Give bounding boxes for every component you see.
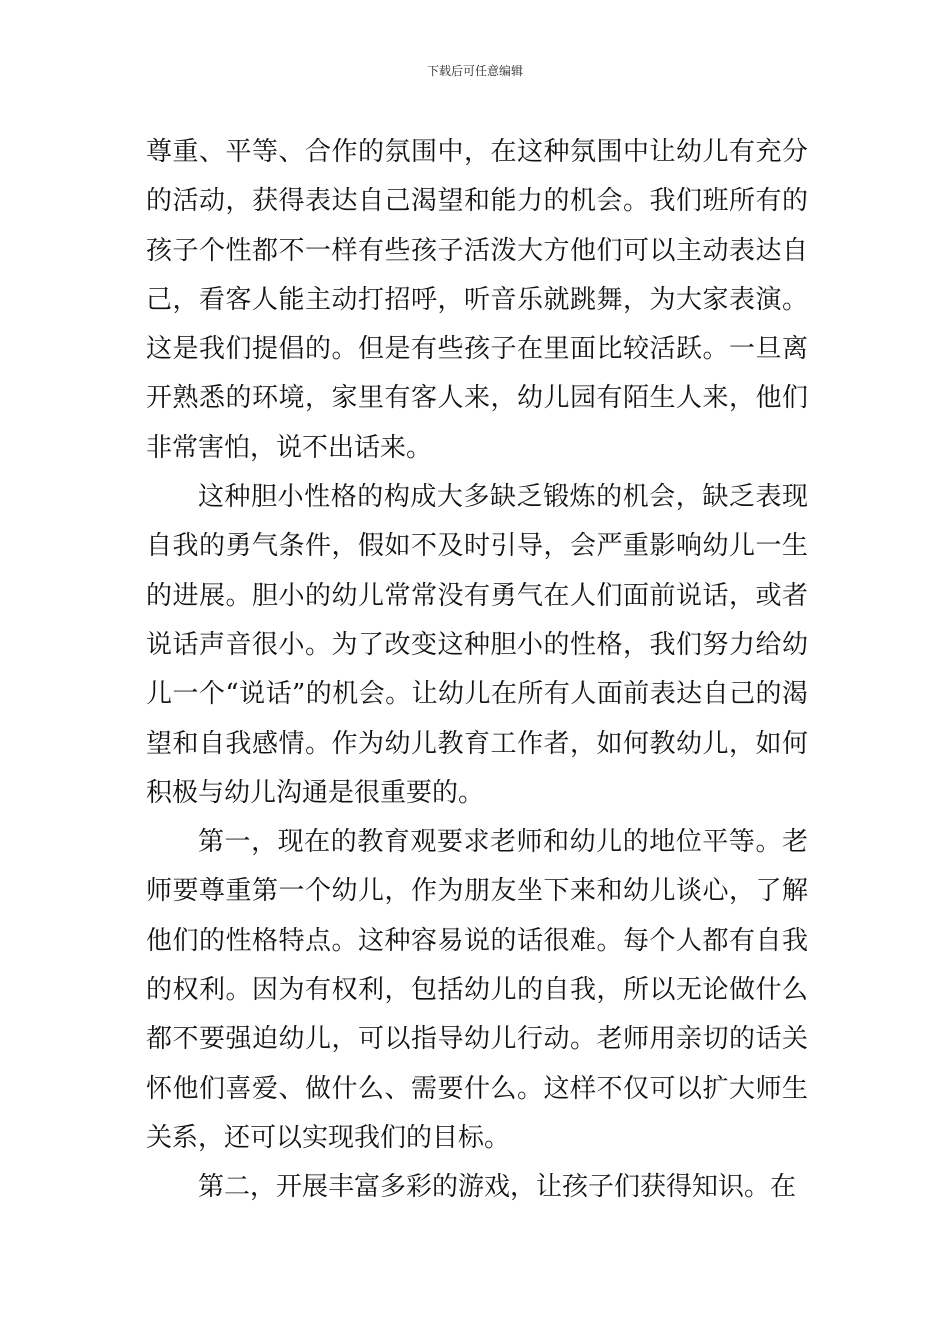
document-body (146, 128, 808, 1213)
paragraph-4: 第二，开展丰富多彩的游戏，让孩子们获得知识。在 (198, 1172, 797, 1203)
paragraph-3: 第一，现在的教育观要求老师和幼儿的地位平等。老师要尊重第一个幼儿，作为朋友坐下来和幼儿谈心，了解他们的性格特点。这种容易说的话很难。每个人都有自我的权利。因为有权利，包括幼儿的自我，所以无论做什么都不要强迫幼儿，可以指导幼儿行动。老师用亲切的话关怀他们喜爱、做什么、需要什么。这样不仅可以扩大师生关系，还可以实现我们的目标。 (146, 827, 808, 1153)
paragraph-2: 这种胆小性格的构成大多缺乏锻炼的机会，缺乏表现自我的勇气条件，假如不及时引导，会严重影响幼儿一生的进展。胆小的幼儿常常没有勇气在人们面前说话，或者说话声音很小。为了改变这种胆小的性格，我们努力给幼儿一个“说话”的机会。让幼儿在所有人面前表达自己的渴望和自我感情。作为幼儿教育工作者，如何教幼儿，如何积极与幼儿沟通是很重要的。 (146, 482, 808, 808)
page-header-note: 下载后可任意编辑 (426, 64, 523, 78)
paragraph-1: 尊重、平等、合作的氛围中，在这种氛围中让幼儿有充分的活动，获得表达自己渴望和能力的机会。我们班所有的孩子个性都不一样有些孩子活泼大方他们可以主动表达自己，看客人能主动打招呼，听音乐就跳舞，为大家表演。这是我们提倡的。但是有些孩子在里面比较活跃。一旦离开熟悉的环境，家里有客人来，幼儿园有陌生人来，他们非常害怕，说不出话来。 (146, 137, 808, 463)
